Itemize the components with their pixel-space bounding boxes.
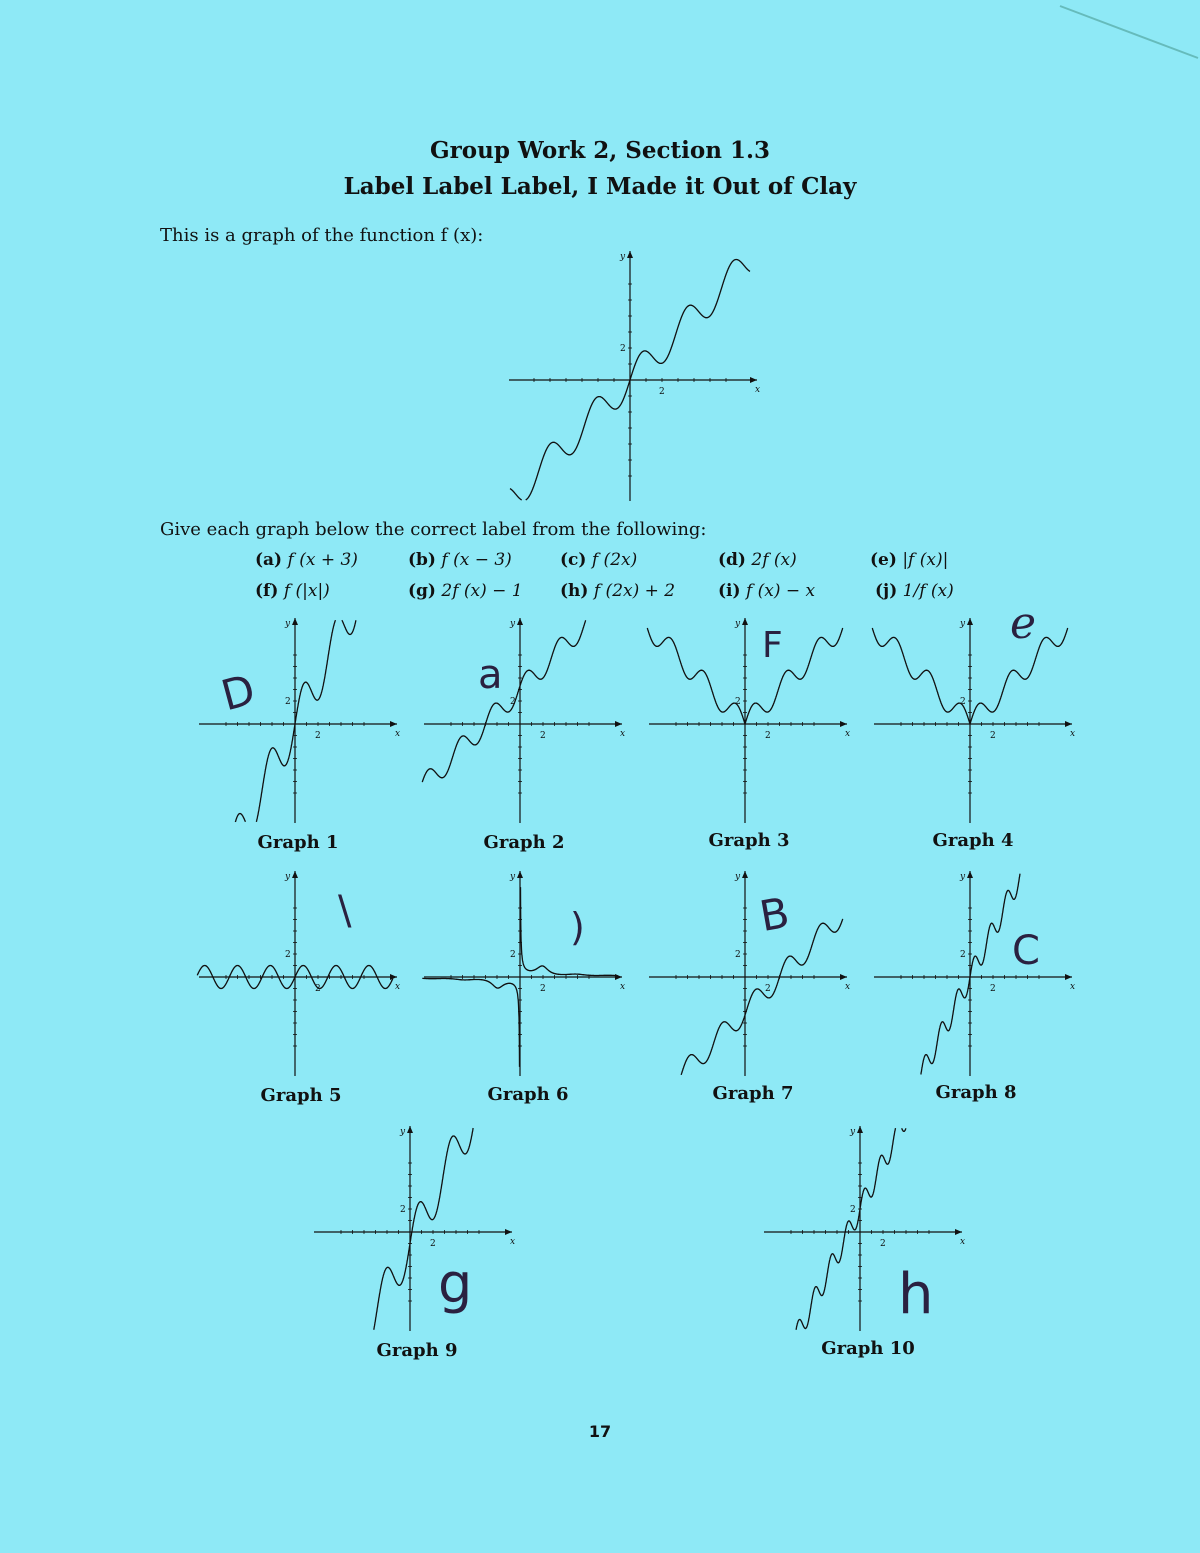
y-axis-arrow <box>517 871 523 878</box>
graph-10-plot <box>760 1120 970 1335</box>
graph-1-plot <box>195 612 405 827</box>
y-axis-arrow <box>857 1126 863 1133</box>
graph-caption: Graph 8 <box>935 1082 1017 1103</box>
y-tick-label: 2 <box>285 697 291 707</box>
y-axis-label: y <box>735 619 741 629</box>
x-tick-label: 2 <box>765 984 771 994</box>
x-tick-label: 2 <box>315 731 321 741</box>
x-tick-label: 2 <box>990 984 996 994</box>
label-choice: (d) 2f (x) <box>718 550 797 570</box>
y-tick-label: 2 <box>510 697 516 707</box>
y-tick-label: 2 <box>735 697 741 707</box>
page-subtitle: Label Label Label, I Made it Out of Clay <box>343 173 857 200</box>
label-choice: (i) f (x) − x <box>718 581 816 601</box>
y-axis-label: y <box>400 1127 406 1137</box>
y-axis-label: y <box>510 619 516 629</box>
handwritten-answer: B <box>755 887 793 942</box>
graph-caption: Graph 5 <box>260 1085 342 1106</box>
label-choice: (e) |f (x)| <box>870 550 949 570</box>
y-axis-label: y <box>285 619 291 629</box>
y-axis-arrow <box>742 871 748 878</box>
x-tick-label: 2 <box>990 731 996 741</box>
label-choice: (c) f (2x) <box>560 550 638 570</box>
label-choice: (f) f (|x|) <box>255 581 330 601</box>
x-axis-label: x <box>845 982 851 992</box>
prompt-text: Give each graph below the correct label from the following: <box>160 519 707 540</box>
x-axis-arrow <box>1065 974 1072 980</box>
x-axis-label: x <box>510 1237 516 1247</box>
x-axis-arrow <box>750 377 757 383</box>
graph-5-plot <box>195 865 405 1080</box>
label-choice: (j) 1/f (x) <box>875 581 954 601</box>
graph-caption: Graph 10 <box>821 1338 915 1359</box>
x-tick-label: 2 <box>880 1239 886 1249</box>
y-tick-label: 2 <box>960 950 966 960</box>
label-choice: (a) f (x + 3) <box>255 550 358 570</box>
y-axis-label: y <box>285 872 291 882</box>
main-graph <box>505 245 765 505</box>
x-axis-label: x <box>960 1237 966 1247</box>
x-axis-label: x <box>395 982 401 992</box>
graph-caption: Graph 1 <box>257 832 339 853</box>
function-curve <box>796 1128 906 1330</box>
x-axis-arrow <box>840 974 847 980</box>
y-tick-label: 2 <box>620 344 626 354</box>
y-axis-label: y <box>735 872 741 882</box>
handwritten-answer: a <box>478 652 503 698</box>
graph-caption: Graph 9 <box>376 1340 458 1361</box>
x-axis-label: x <box>755 385 761 395</box>
graph-caption: Graph 4 <box>932 830 1014 851</box>
x-axis-label: x <box>620 982 626 992</box>
y-axis-arrow <box>517 618 523 625</box>
handwritten-answer: \ <box>338 888 352 934</box>
x-axis-label: x <box>620 729 626 739</box>
handwritten-answer: D <box>216 664 261 721</box>
y-axis-arrow <box>967 871 973 878</box>
graph-8-plot <box>870 865 1080 1080</box>
label-choice: (b) f (x − 3) <box>408 550 512 570</box>
x-axis-arrow <box>615 721 622 727</box>
y-tick-label: 2 <box>510 950 516 960</box>
graph-2-plot <box>420 612 630 827</box>
y-tick-label: 2 <box>285 950 291 960</box>
handwritten-answer: e <box>1010 598 1037 649</box>
x-axis-label: x <box>1070 982 1076 992</box>
graph-7-plot <box>645 865 855 1080</box>
handwritten-answer: C <box>1012 928 1040 974</box>
x-tick-label: 2 <box>765 731 771 741</box>
function-curve <box>681 919 843 1075</box>
x-axis-label: x <box>1070 729 1076 739</box>
y-axis-label: y <box>960 619 966 629</box>
y-axis-arrow <box>627 251 633 258</box>
y-tick-label: 2 <box>850 1205 856 1215</box>
y-tick-label: 2 <box>400 1205 406 1215</box>
y-axis-label: y <box>620 252 626 262</box>
graph-caption: Graph 6 <box>487 1084 569 1105</box>
x-axis-arrow <box>505 1229 512 1235</box>
graph-6-plot <box>420 865 630 1080</box>
y-axis-arrow <box>292 618 298 625</box>
x-axis-label: x <box>395 729 401 739</box>
x-axis-arrow <box>390 721 397 727</box>
y-axis-label: y <box>510 872 516 882</box>
page-title: Group Work 2, Section 1.3 <box>430 137 770 164</box>
handwritten-answer: h <box>898 1262 934 1327</box>
x-axis-arrow <box>840 721 847 727</box>
label-choice: (g) 2f (x) − 1 <box>408 581 523 601</box>
intro-text: This is a graph of the function f (x): <box>160 225 484 246</box>
function-curve <box>235 620 356 822</box>
graph-4-plot <box>870 612 1080 827</box>
y-axis-arrow <box>292 871 298 878</box>
x-axis-arrow <box>1065 721 1072 727</box>
y-tick-label: 2 <box>735 950 741 960</box>
x-tick-label: 2 <box>430 1239 436 1249</box>
page-number: 17 <box>588 1422 612 1441</box>
graph-caption: Graph 2 <box>483 832 565 853</box>
function-curve <box>422 620 585 782</box>
y-axis-label: y <box>960 872 966 882</box>
x-tick-label: 2 <box>315 984 321 994</box>
page-fold-line <box>1040 0 1200 60</box>
graph-9-plot <box>310 1120 520 1335</box>
x-tick-label: 2 <box>659 387 665 397</box>
x-tick-label: 2 <box>540 984 546 994</box>
graph-caption: Graph 3 <box>708 830 790 851</box>
y-axis-arrow <box>742 618 748 625</box>
handwritten-answer: g <box>438 1252 473 1315</box>
y-axis-arrow <box>407 1126 413 1133</box>
label-choice: (h) f (2x) + 2 <box>560 581 676 601</box>
handwritten-answer: F <box>762 625 783 666</box>
x-axis-arrow <box>390 974 397 980</box>
y-axis-label: y <box>850 1127 856 1137</box>
graph-caption: Graph 7 <box>712 1083 794 1104</box>
x-axis-label: x <box>845 729 851 739</box>
graph-3-plot <box>645 612 855 827</box>
y-axis-arrow <box>967 618 973 625</box>
handwritten-answer: ) <box>570 905 585 949</box>
y-tick-label: 2 <box>960 697 966 707</box>
x-tick-label: 2 <box>540 731 546 741</box>
x-axis-arrow <box>955 1229 962 1235</box>
